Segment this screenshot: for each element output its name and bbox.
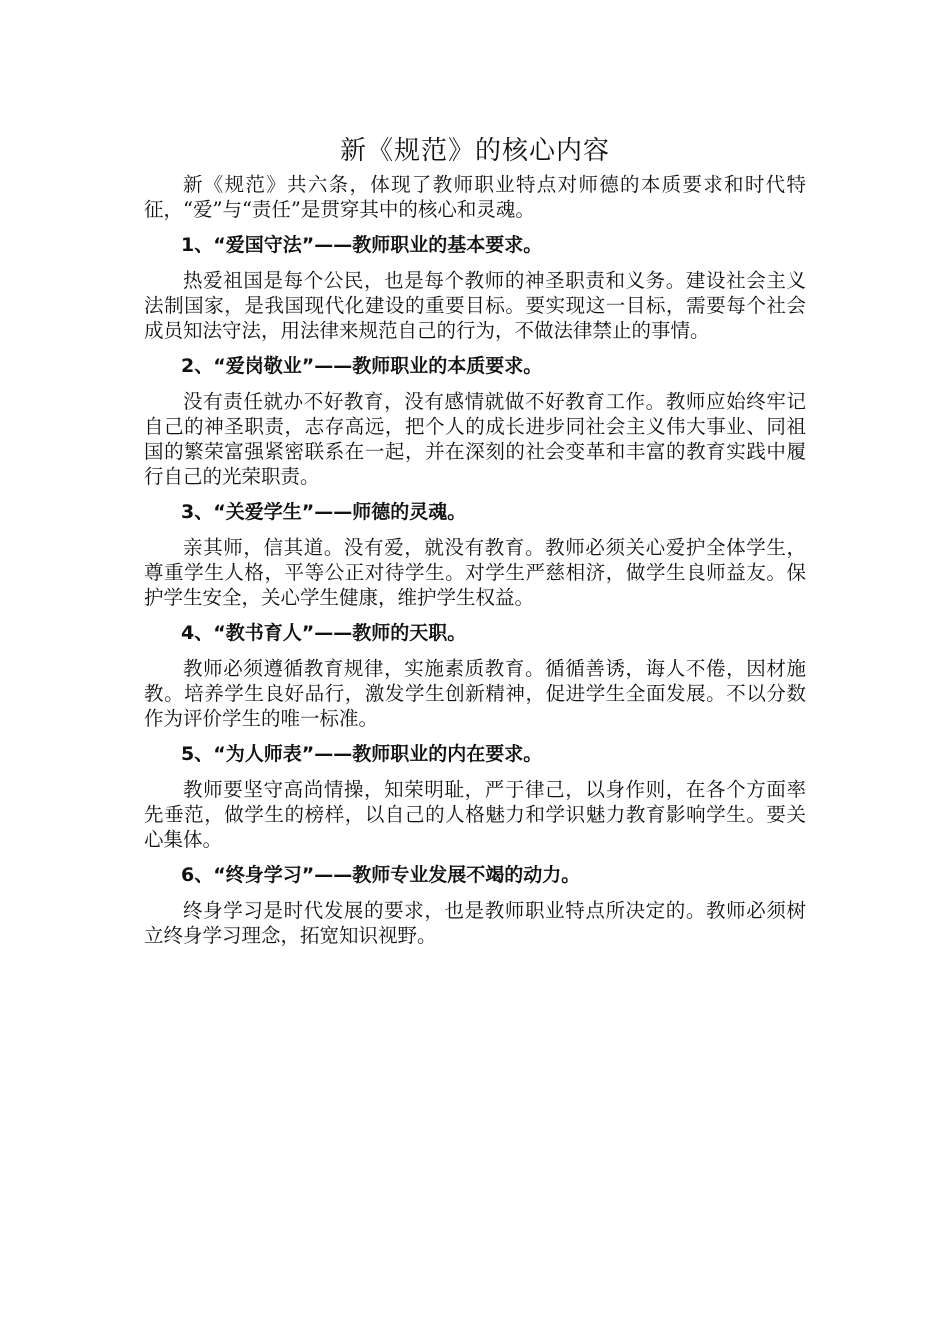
section-body: 热爱祖国是每个公民，也是每个教师的神圣职责和义务。建设社会主义法制国家，是我国现代化建设的重要目标。要实现这一目标，需要每个社会成员知法守法，用法律来规范自己的行为，不做法律禁止的事情。 — [144, 269, 806, 342]
document-page — [144, 132, 806, 948]
intro-paragraph: 新《规范》共六条，体现了教师职业特点对师德的本质要求和时代特征，“爱”与“责任”是贯穿其中的核心和灵魂。 — [144, 173, 806, 221]
section-body: 没有责任就办不好教育，没有感情就做不好教育工作。教师应始终牢记自己的神圣职责，志存高远，把个人的成长进步同社会主义伟大事业、同祖国的繁荣富强紧密联系在一起，并在深刻的社会变革和丰富的教育实践中履行自己的光荣职责。 — [144, 390, 806, 488]
section-3 — [144, 499, 806, 610]
section-5 — [144, 741, 806, 852]
section-heading: 2、“爱岗敬业”——教师职业的本质要求。 — [181, 355, 543, 377]
section-body: 教师必须遵循教育规律，实施素质教育。循循善诱，诲人不倦，因材施教。培养学生良好品行，激发学生创新精神，促进学生全面发展。不以分数作为评价学生的唯一标准。 — [144, 657, 806, 730]
section-6 — [144, 862, 806, 948]
section-1 — [144, 232, 806, 343]
section-4 — [144, 620, 806, 731]
section-body: 终身学习是时代发展的要求，也是教师职业特点所决定的。教师必须树立终身学习理念，拓宽知识视野。 — [144, 899, 806, 947]
document-title: 新《规范》的核心内容 — [339, 136, 610, 166]
section-heading: 1、“爱国守法”——教师职业的基本要求。 — [181, 234, 543, 256]
section-heading: 4、“教书育人”——教师的天职。 — [181, 622, 467, 644]
section-2 — [144, 353, 806, 489]
section-heading: 3、“关爱学生”——师德的灵魂。 — [181, 501, 467, 523]
section-body: 教师要坚守高尚情操，知荣明耻，严于律己，以身作则，在各个方面率先垂范，做学生的榜样，以自己的人格魅力和学识魅力教育影响学生。要关心集体。 — [144, 778, 806, 851]
section-heading: 5、“为人师表”——教师职业的内在要求。 — [181, 743, 543, 765]
section-heading: 6、“终身学习”——教师专业发展不竭的动力。 — [181, 864, 581, 886]
section-body: 亲其师，信其道。没有爱，就没有教育。教师必须关心爱护全体学生，尊重学生人格，平等公正对待学生。对学生严慈相济，做学生良师益友。保护学生安全，关心学生健康，维护学生权益。 — [144, 536, 806, 609]
